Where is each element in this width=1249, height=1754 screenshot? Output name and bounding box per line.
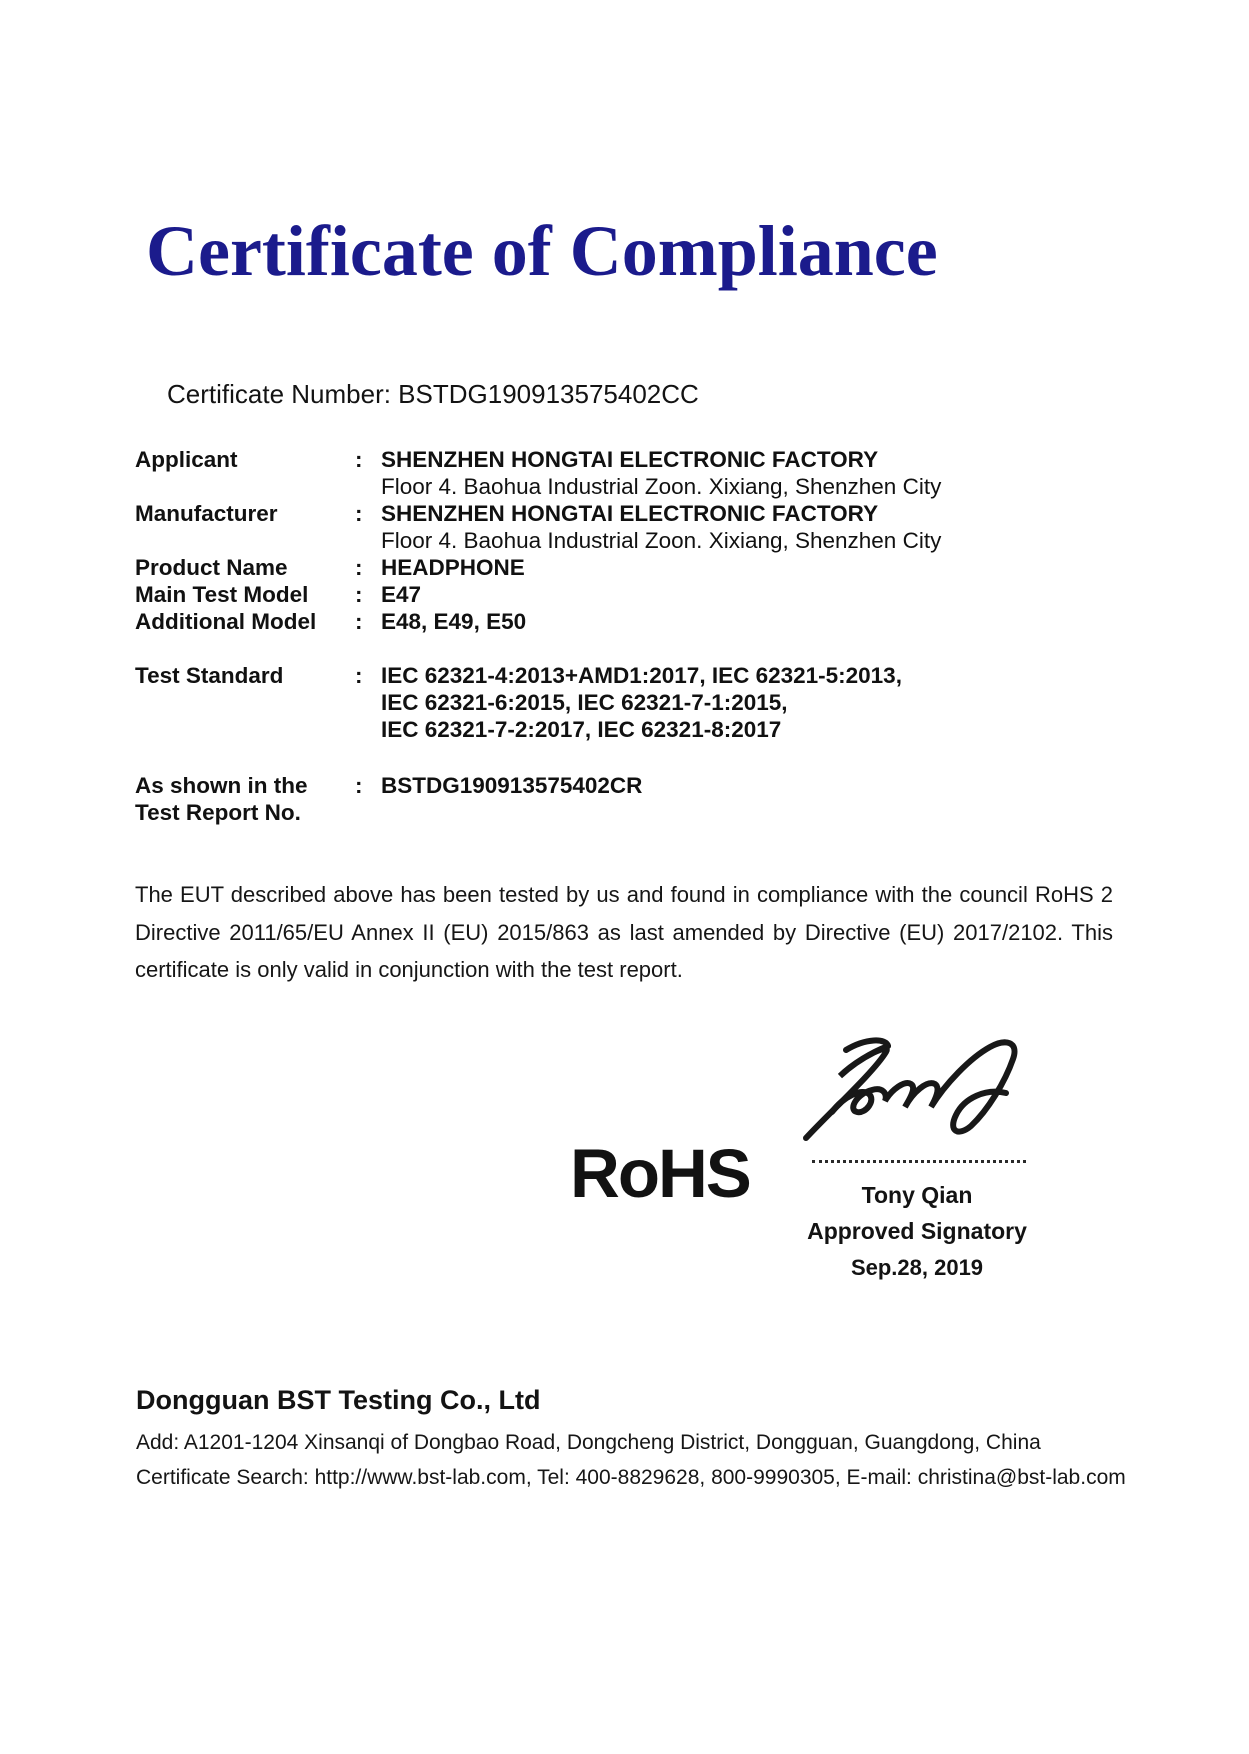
- row-manufacturer: [135, 500, 1130, 554]
- colon-separator: :: [355, 582, 363, 607]
- page-title: Certificate of Compliance: [146, 211, 938, 291]
- product-name-value: HEADPHONE: [381, 555, 525, 580]
- footer-address: Add: A1201-1204 Xinsanqi of Dongbao Road, Dongcheng District, Dongguan, Guangdong, China: [136, 1431, 1041, 1454]
- footer-company-name: Dongguan BST Testing Co., Ltd: [136, 1385, 541, 1415]
- manufacturer-label: Manufacturer: [135, 501, 278, 526]
- test-report-label: [135, 772, 355, 826]
- signature-image: [788, 1032, 1040, 1152]
- colon-separator: :: [355, 609, 363, 634]
- product-name-label: Product Name: [135, 555, 288, 580]
- test-standard-line-1: IEC 62321-4:2013+AMD1:2017, IEC 62321-5:2013,: [381, 663, 902, 688]
- main-test-model-value: E47: [381, 582, 422, 607]
- certificate-number: Certificate Number: BSTDG190913575402CC: [167, 379, 699, 409]
- row-applicant: [135, 446, 1130, 500]
- compliance-statement: The EUT described above has been tested by us and found in compliance with the council RoHS 2 Directive 2011/65/EU Annex II (EU) 2015/863 as last amended by Directive (EU) 2017/2102. This certificate is only valid in conjunction with the test report.: [135, 882, 1113, 982]
- test-report-label-line-2: Test Report No.: [135, 800, 301, 825]
- certificate-info-table: [135, 446, 1130, 826]
- test-standard-value: [381, 662, 902, 743]
- test-standard-line-3: IEC 62321-7-2:2017, IEC 62321-8:2017: [381, 717, 782, 742]
- manufacturer-name: SHENZHEN HONGTAI ELECTRONIC FACTORY: [381, 501, 879, 526]
- rohs-logo: RoHS: [570, 1135, 750, 1212]
- row-test-standard: [135, 662, 1130, 743]
- colon-separator: :: [355, 773, 363, 798]
- applicant-address: Floor 4. Baohua Industrial Zoon. Xixiang, Shenzhen City: [381, 474, 942, 499]
- manufacturer-address: Floor 4. Baohua Industrial Zoon. Xixiang, Shenzhen City: [381, 528, 942, 553]
- additional-model-value: E48, E49, E50: [381, 609, 527, 634]
- signatory-name: Tony Qian: [861, 1182, 973, 1208]
- test-report-label-line-1: As shown in the: [135, 773, 308, 798]
- test-standard-label: Test Standard: [135, 663, 284, 688]
- colon-separator: :: [355, 663, 363, 688]
- test-standard-line-2: IEC 62321-6:2015, IEC 62321-7-1:2015,: [381, 690, 788, 715]
- applicant-value: [381, 446, 941, 500]
- row-main-test-model: [135, 581, 1130, 608]
- colon-separator: :: [355, 447, 363, 472]
- spacer: [135, 635, 1130, 662]
- signatory-role: Approved Signatory: [807, 1218, 1027, 1244]
- colon-separator: :: [355, 555, 363, 580]
- spacer: [135, 743, 1130, 772]
- row-additional-model: [135, 608, 1130, 635]
- signature-dotted-line: [812, 1149, 1026, 1163]
- row-test-report-no: [135, 772, 1130, 826]
- signature-date: Sep.28, 2019: [850, 1255, 984, 1280]
- colon-separator: :: [355, 501, 363, 526]
- test-report-value: BSTDG190913575402CR: [381, 773, 643, 798]
- applicant-label: Applicant: [135, 447, 238, 472]
- manufacturer-value: [381, 500, 941, 554]
- main-test-model-label: Main Test Model: [135, 582, 309, 607]
- applicant-name: SHENZHEN HONGTAI ELECTRONIC FACTORY: [381, 447, 879, 472]
- additional-model-label: Additional Model: [135, 609, 317, 634]
- row-product-name: [135, 554, 1130, 581]
- footer-certificate-search: Certificate Search: http://www.bst-lab.com, Tel: 400-8829628, 800-9990305, E-mail: christina@bst-lab.com: [136, 1466, 1126, 1489]
